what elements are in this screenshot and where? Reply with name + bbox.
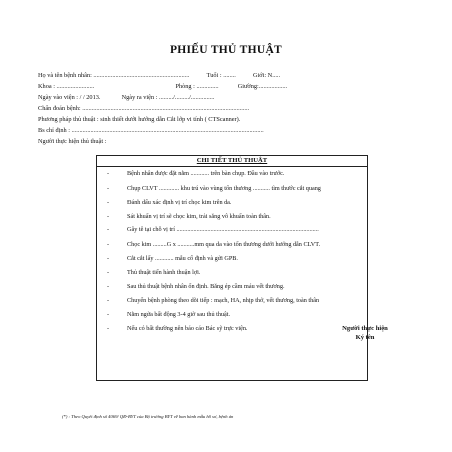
detail-item [107,226,319,234]
bullet-dash: - [107,199,110,206]
bed-field[interactable]: Giường:.................. [237,83,288,90]
ordering-doctor-field[interactable]: Bs chỉ định : .......................................................................................................................... [38,127,264,134]
bullet-dash: - [107,255,110,262]
bullet-dash: - [107,185,110,192]
detail-item-text: Thủ thuật tiến hành thuận lợi. [127,269,201,276]
detail-item [107,213,271,221]
detail-item-text: Chụp CLVT ............. khu trú vào vùng tổn thương ........... tìm thước cắt quang [127,185,321,192]
admission-date-field[interactable]: Ngày vào viện : / / 2013. [38,94,101,101]
detail-item-text: Cắt cắt lấy ............ mẫu cố định và gửi GPB. [127,255,238,262]
detail-item-text: Nếu có bất thường nên báo cáo Bác sỹ trực viện. [127,325,248,332]
detail-item-text: Bệnh nhân được đặt nằm ............ trên bàn chụp. Đầu vào trước. [127,170,285,177]
diagnosis-field[interactable]: Chẩn đoán bệnh: .......................................................................................................... [38,105,250,112]
detail-item-text: Sát khuẩn vị trí sẽ chọc kim, trải săng vô khuẩn toàn thân. [127,213,271,220]
detail-item [107,297,319,305]
patient-sex-field[interactable]: Giới: N..... [252,72,281,79]
patient-info-line-3 [38,94,214,102]
bullet-dash: - [107,325,110,332]
signature-role: Người thực hiện [342,325,388,332]
detail-item-text: Đánh dấu xác định vị trí chọc kim trên da. [127,199,232,206]
patient-name-field[interactable]: Họ và tên bệnh nhân: ............................................................. [38,72,190,79]
detail-item-text: Sau thủ thuật bệnh nhân ổn định. Băng ép cầm máu vết thương. [127,283,285,290]
performer-label: Người thực hiện thủ thuật : [38,138,107,145]
detail-item [107,269,200,277]
detail-item-text: Chọc kim .........G x ...........mm qua da vào tổn thương dưới hướng dẫn CLVT. [127,241,321,248]
signature-label: Ký tên [355,334,375,341]
detail-item [107,170,284,178]
discharge-date-field[interactable]: Ngày ra viện : ........./........./............... [121,94,215,101]
details-title: CHI TIẾT THỦ THUẬT [97,156,367,167]
bullet-dash: - [107,170,110,177]
detail-item [107,311,230,319]
detail-item [107,283,285,291]
bullet-dash: - [107,283,110,290]
bullet-dash: - [107,297,110,304]
bullet-dash: - [107,213,110,220]
detail-item [107,325,247,333]
detail-item-text: Chuyển bệnh phòng theo dõi tiếp : mạch, HA, nhịp thở, vết thương, toàn thân [127,297,320,304]
footnote: (*) : Theo Quyết định số 4069/ QĐ-BYT của Bộ trưởng BYT về ban hành mẫu hồ sơ, bệnh án [62,414,234,419]
detail-item [107,255,238,263]
detail-item [107,185,321,193]
bullet-dash: - [107,241,110,248]
detail-item [107,199,231,207]
detail-item-text: Gây tê tại chỗ vị trí ............................................................................................ [127,226,319,233]
bullet-dash: - [107,226,110,233]
patient-info-line-1 [38,72,280,80]
procedure-details-box [96,155,368,381]
room-field[interactable]: Phòng : .............. [175,83,219,90]
detail-item [107,241,320,249]
patient-age-field[interactable]: Tuổi : ........ [206,72,236,79]
bullet-dash: - [107,269,110,276]
department-field[interactable]: Khoa : ........................ [38,83,95,90]
bullet-dash: - [107,311,110,318]
patient-info-line-2 [38,83,287,91]
procedure-method: Phương pháp thủ thuật : sinh thiết dưới hướng dẫn Cắt lớp vi tính ( CTScanner). [38,116,241,123]
detail-item-text: Nằm ngửa bất động 3-4 giờ sau thủ thuật. [127,311,231,318]
document-title: PHIẾU THỦ THUẬT [169,44,283,56]
